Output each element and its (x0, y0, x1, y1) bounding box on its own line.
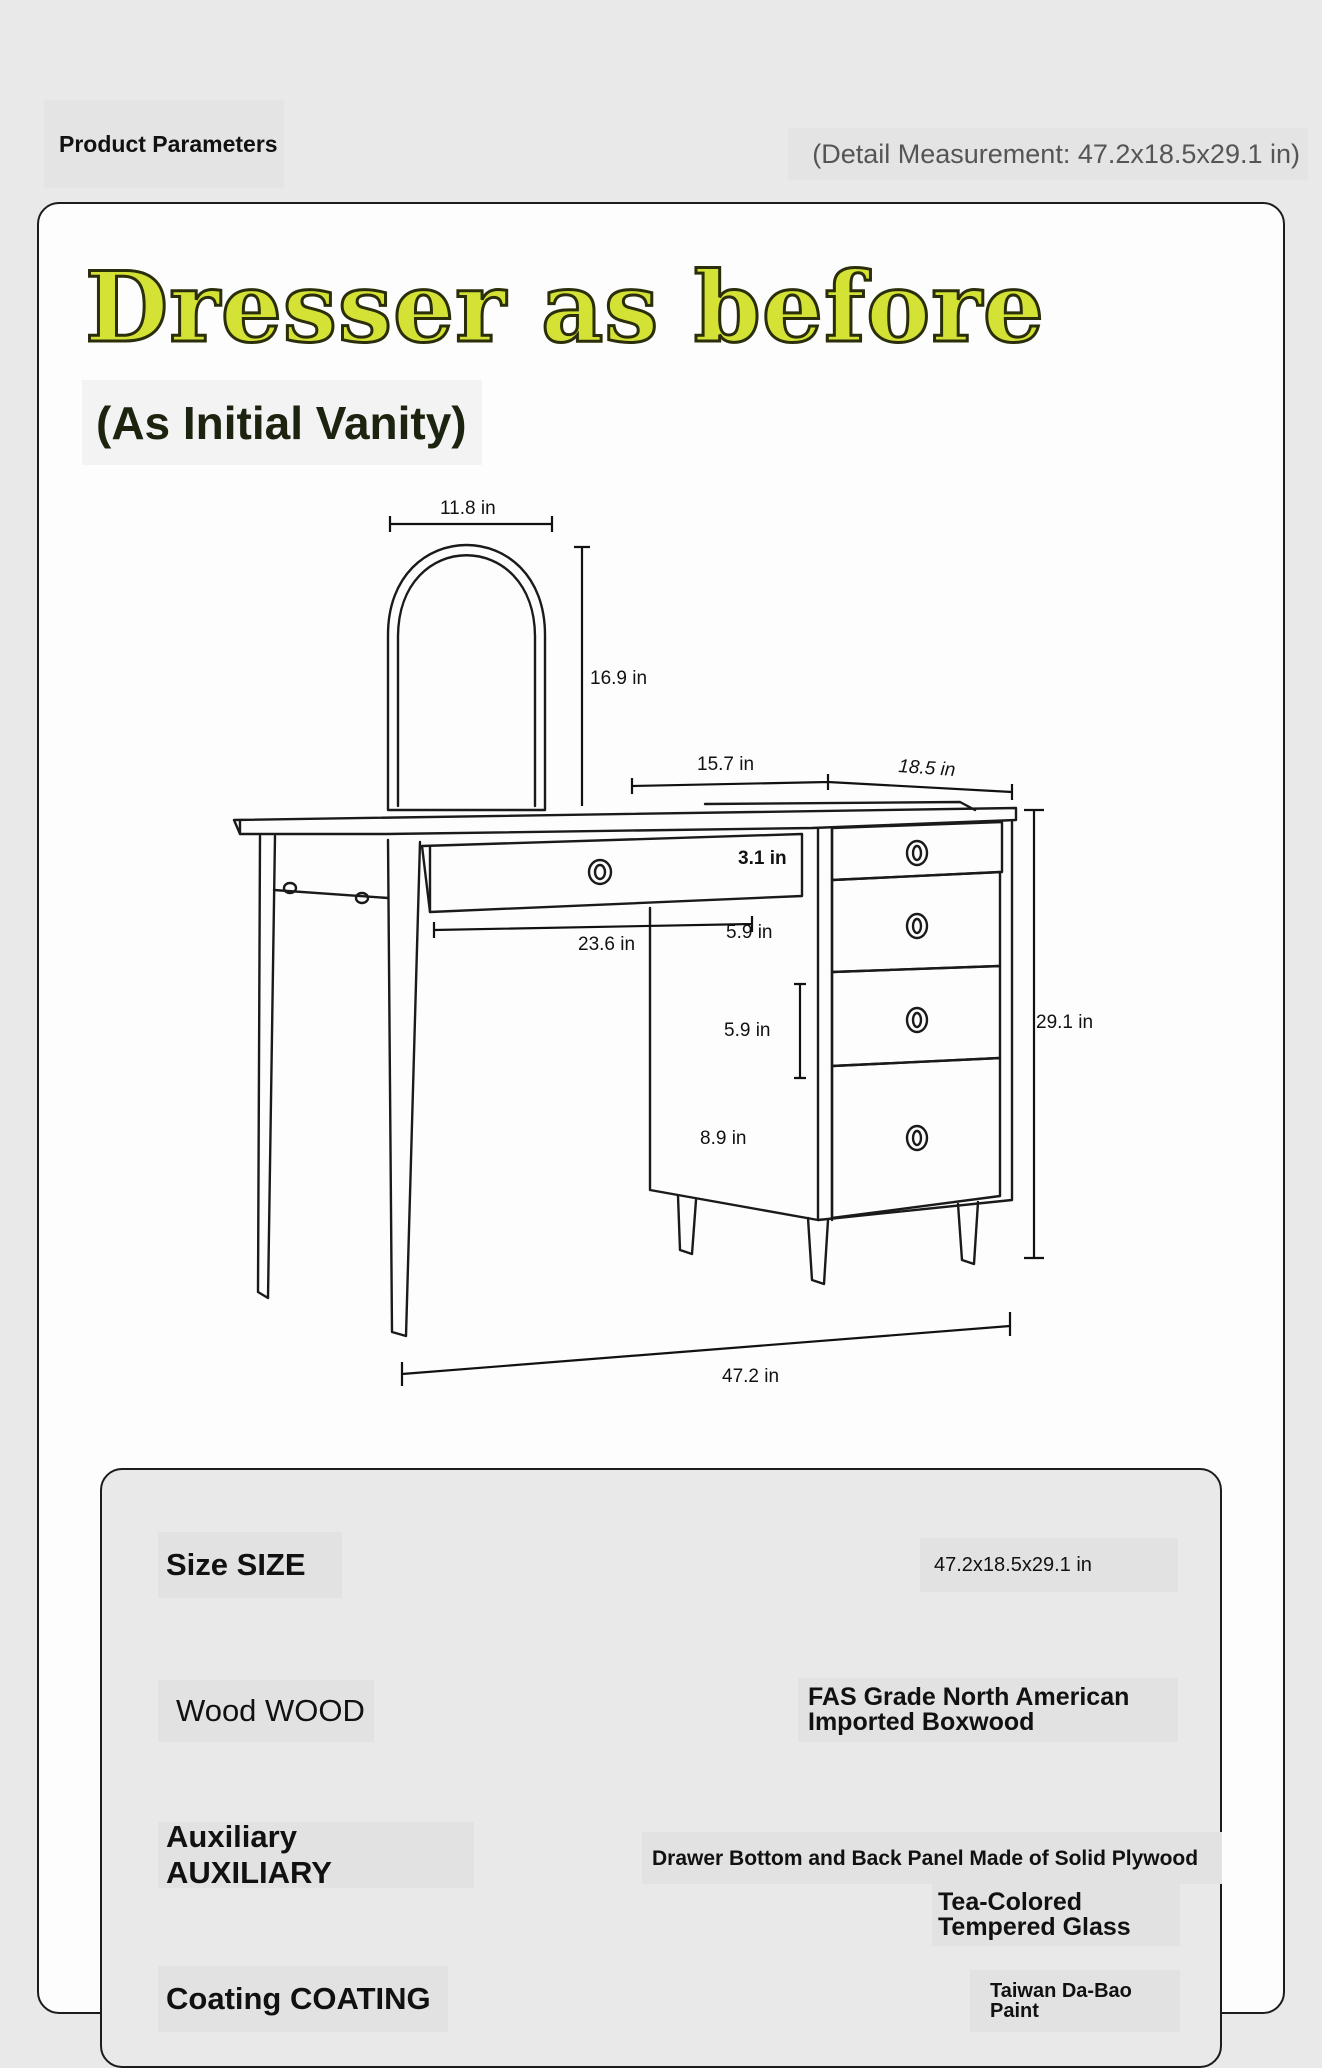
wood-label: Wood WOOD (158, 1680, 374, 1742)
size-label: Size SIZE (158, 1532, 342, 1598)
dim-drawer-four: 8.9 in (700, 1128, 747, 1149)
auxiliary-value: Drawer Bottom and Back Panel Made of Solid Plywood (642, 1832, 1222, 1884)
size-value: 47.2x18.5x29.1 in (920, 1538, 1178, 1592)
section-label: Product Parameters (44, 100, 284, 188)
page-title: Dresser as before (85, 251, 1045, 364)
dim-drawer-two: 5.9 in (726, 922, 773, 943)
dim-overall-width: 47.2 in (722, 1366, 780, 1387)
coating-value: Taiwan Da-Bao Paint (970, 1970, 1180, 2032)
dim-overall-height: 29.1 in (1036, 1012, 1094, 1033)
dim-mirror-height: 16.9 in (590, 668, 648, 689)
wood-value: FAS Grade North American Imported Boxwood (798, 1678, 1178, 1742)
dim-mirror-width: 11.8 in (440, 498, 496, 519)
dim-depth: 18.5 in (897, 756, 957, 781)
measurement-note: (Detail Measurement: 47.2x18.5x29.1 in) (788, 128, 1308, 180)
dim-desk-drawer-width: 23.6 in (578, 934, 636, 955)
dim-cabinet-width: 15.7 in (697, 754, 755, 775)
dim-top-drawer: 3.1 in (738, 848, 787, 869)
auxiliary-label: Auxiliary AUXILIARY (158, 1822, 474, 1888)
coating-label: Coating COATING (158, 1966, 448, 2032)
spec-panel (100, 1468, 1222, 2068)
page-subtitle: (As Initial Vanity) (82, 380, 482, 465)
glass-value: Tea-Colored Tempered Glass (932, 1884, 1180, 1946)
dim-drawer-three: 5.9 in (724, 1020, 771, 1041)
